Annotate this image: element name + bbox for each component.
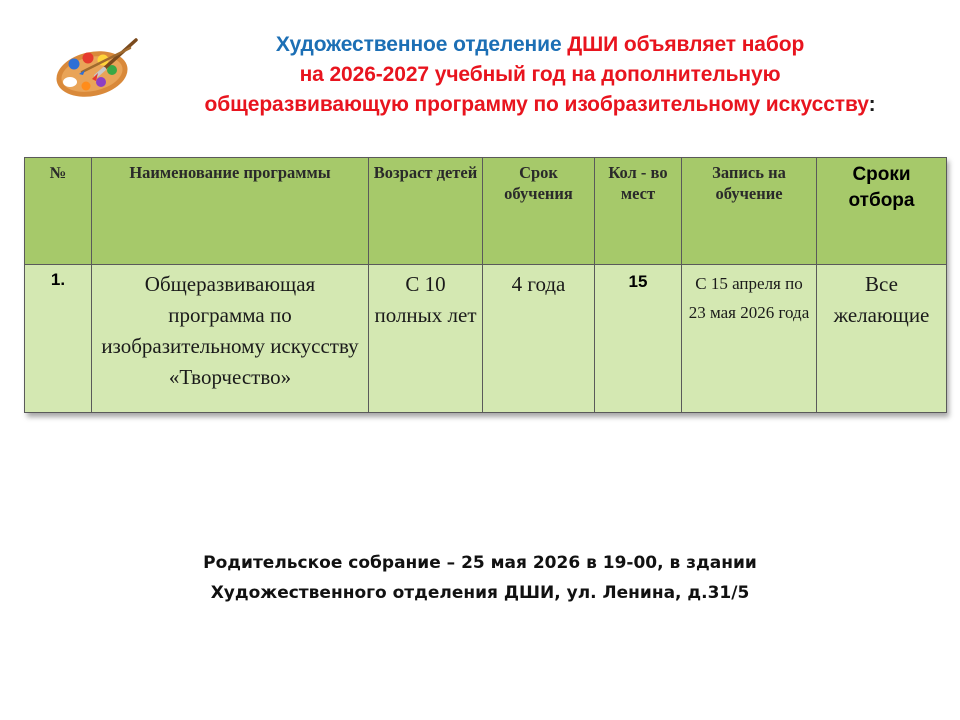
meeting-line-1: Родительское собрание – 25 мая 2026 в 19-00, в здании [203,553,757,573]
cell-program-name: Общеразвивающая программа по изобразительному искусству «Творчество» [92,265,369,413]
title-line-3 [140,90,940,120]
paint-palette-icon [52,36,138,100]
program-table-container [24,157,946,413]
title-line-1 [140,30,940,60]
header-seats: Кол - во мест [595,158,682,265]
announcement-title [140,30,940,120]
cell-enrollment: С 15 апреля по 23 мая 2026 года [682,265,817,413]
table-header-row [25,158,947,265]
header-program-name: Наименование программы [92,158,369,265]
header-selection: Сроки отбора [817,158,947,265]
title-program-type: общеразвивающую программу по изобразительному искусству [204,93,869,116]
title-line-2: на 2026-2027 учебный год на дополнительную [299,63,781,86]
meeting-line-2: Художественного отделения ДШИ, ул. Ленина, д.31/5 [210,583,750,603]
cell-seats: 15 [595,265,682,413]
title-announcement: ДШИ объявляет набор [567,33,805,56]
header-duration: Срок обучения [483,158,595,265]
header-number: № [25,158,92,265]
cell-selection: Все желающие [817,265,947,413]
cell-duration: 4 года [483,265,595,413]
table-row [25,265,947,413]
header-age: Возраст детей [369,158,483,265]
parent-meeting-note [60,548,900,608]
program-table [24,157,947,413]
title-colon: : [868,93,876,116]
cell-number: 1. [25,265,92,413]
header-enrollment: Запись на обучение [682,158,817,265]
cell-age: С 10 полных лет [369,265,483,413]
title-department: Художественное отделение [275,33,568,56]
